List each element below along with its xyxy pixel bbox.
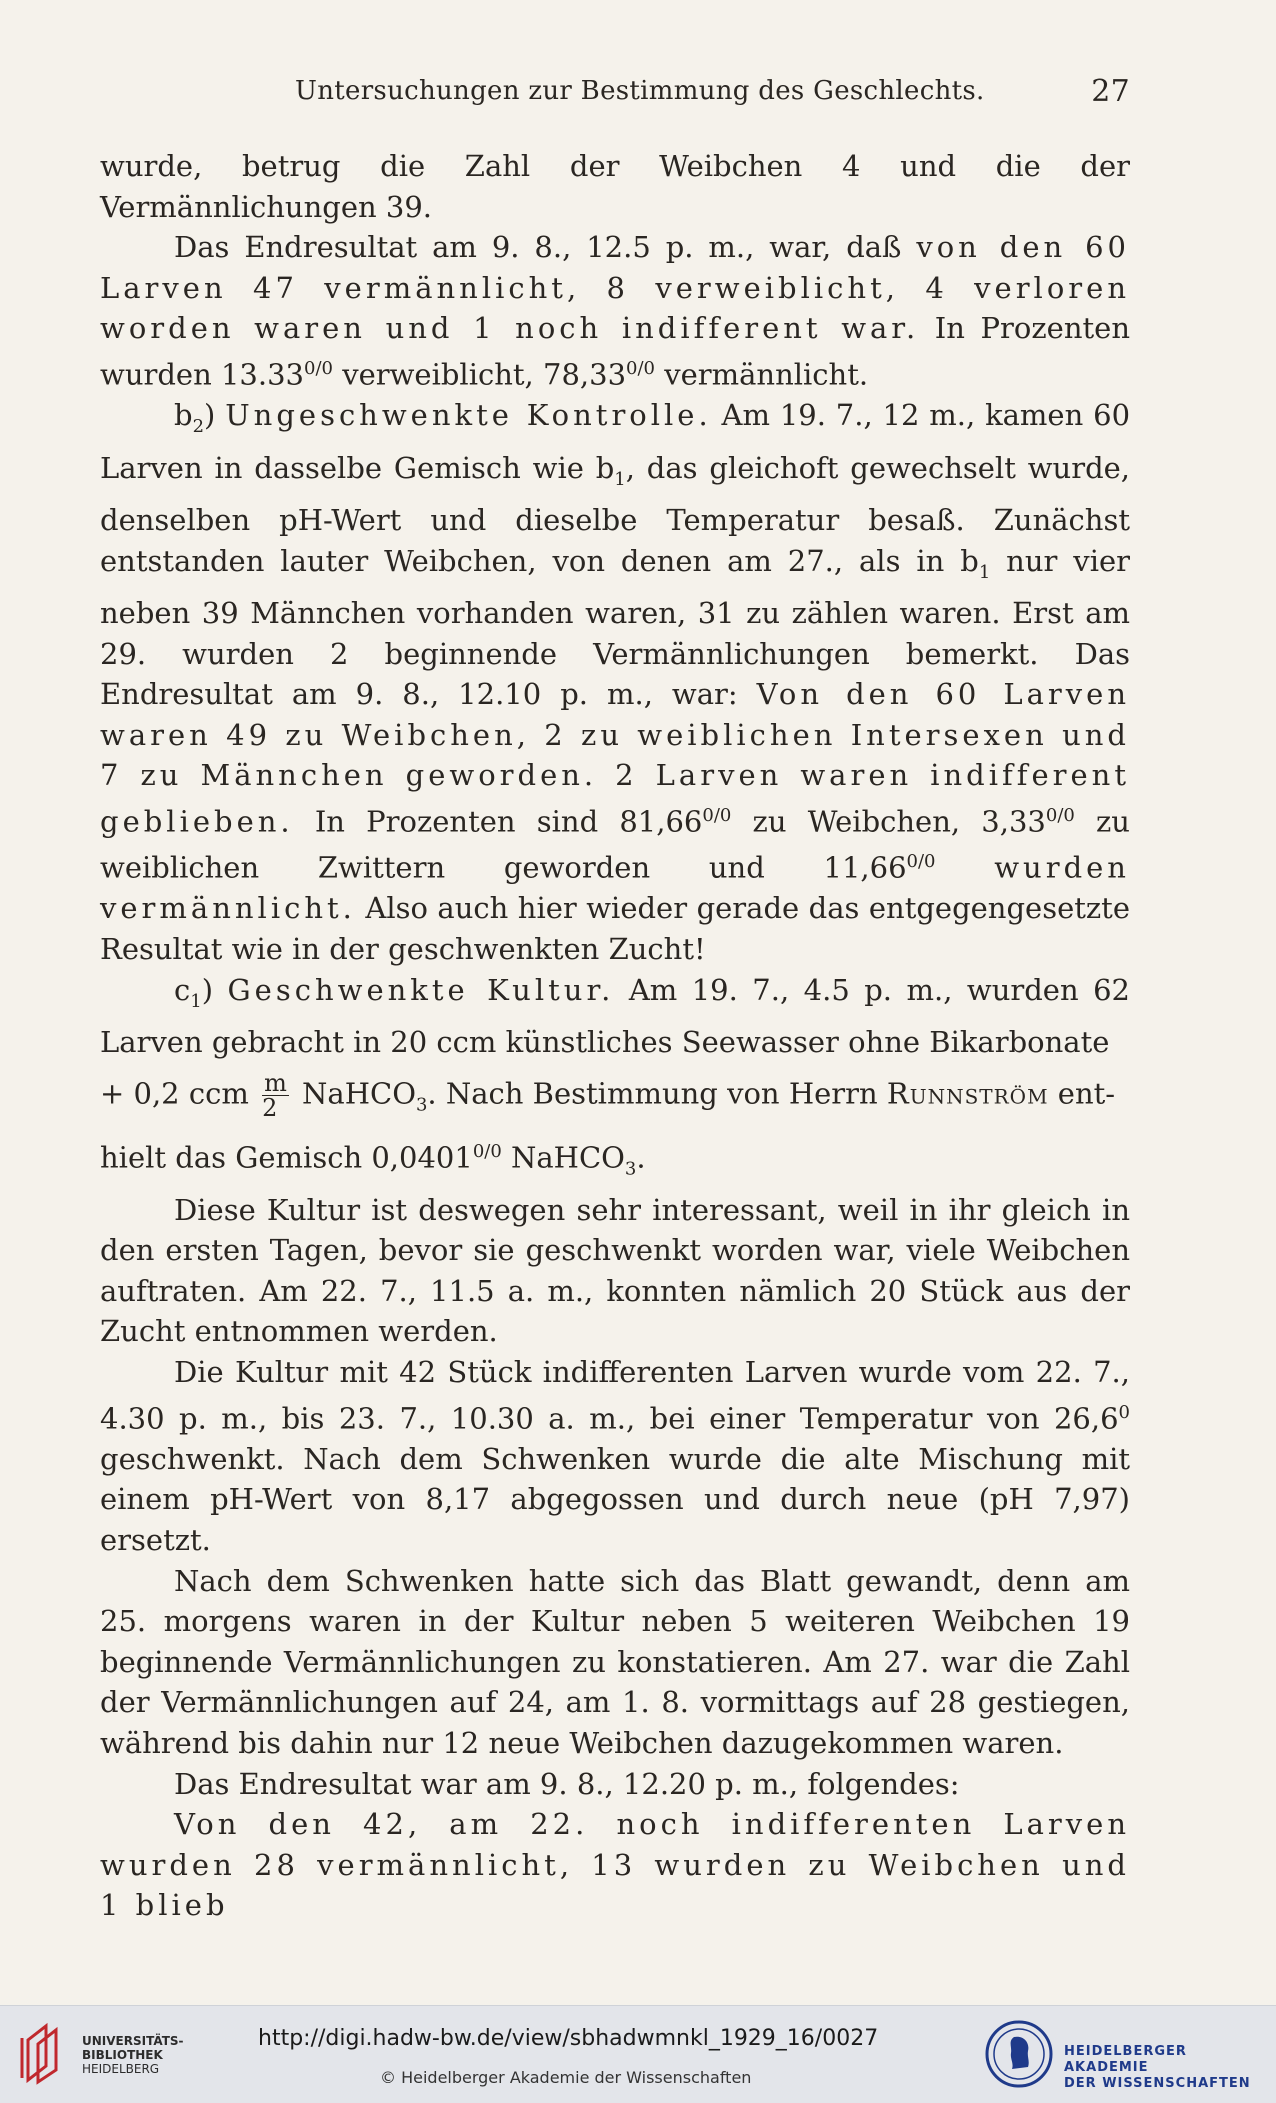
text-run: In Prozenten sind 81,66 bbox=[293, 804, 703, 839]
paragraph-8: Das Endresultat war am 9. 8., 12.20 p. m., folgendes: bbox=[174, 1766, 960, 1801]
text-run: Am 19. 7., 12 m., kamen 60 Larven in dasselbe Gemisch wie b bbox=[100, 398, 1131, 485]
text-run: . Nach Bestimmung von Herrn bbox=[427, 1076, 887, 1111]
text-run: ent- bbox=[1048, 1076, 1116, 1111]
body-text bbox=[100, 146, 1130, 1926]
subscript: 1 bbox=[978, 561, 991, 583]
section-label: c bbox=[174, 972, 191, 1007]
page-number: 27 bbox=[1091, 74, 1130, 109]
section-heading: Ungeschwenkte Kontrolle. bbox=[225, 398, 712, 433]
academy-line: DER WISSENSCHAFTEN bbox=[1064, 2076, 1251, 2091]
text-run: zu Weibchen, 3,33 bbox=[731, 804, 1046, 839]
paragraph-4-cont bbox=[100, 1132, 1130, 1190]
text-run: Das Endresultat am 9. 8., 12.5 p. m., war, daß bbox=[174, 230, 917, 265]
fraction-numerator: m bbox=[264, 1068, 287, 1097]
academy-seal-icon[interactable] bbox=[984, 2019, 1054, 2089]
university-library-logo[interactable] bbox=[18, 2020, 78, 2086]
spaced-text: von den 60 Larven 47 vermännlicht, 8 verweiblicht, 4 verloren worden waren und 1 noch indifferent war. bbox=[100, 230, 1131, 346]
text-run: Also auch hier wieder gerade das entgegengesetzte Resultat wie in der geschwenkten Zucht! bbox=[100, 891, 1130, 967]
paragraph-2 bbox=[100, 227, 1130, 395]
percent-sign: 0/0 bbox=[906, 851, 936, 873]
degree-sign: 0 bbox=[1118, 1401, 1130, 1423]
text-run: geschwenkt. Nach dem Schwenken wurde die alte Mischung mit einem pH-Wert von 8,17 abgegossen und durch neue (pH 7,97) ersetzt. bbox=[100, 1441, 1130, 1557]
percent-sign: 0/0 bbox=[702, 804, 732, 826]
university-library-name bbox=[82, 2034, 184, 2076]
paragraph-7: Nach dem Schwenken hatte sich das Blatt gewandt, denn am 25. morgens waren in der Kultur neben 5 weiteren Weibchen 19 beginnende Vermännlichungen zu konstatieren. Am 27. war die Zahl der Vermännlichungen auf 24, am 1. 8. vormittags auf 28 gestiegen, während bis dahin nur 12 neue Weibchen dazugekommen waren. bbox=[100, 1563, 1130, 1760]
paragraph-4 bbox=[100, 970, 1130, 1063]
percent-sign: 0/0 bbox=[1045, 804, 1075, 826]
section-label: ) bbox=[204, 398, 216, 433]
paragraph-9: Von den 42, am 22. noch indifferenten Larven wurden 28 vermännlicht, 13 wurden zu Weibchen und 1 blieb bbox=[100, 1807, 1130, 1923]
text-run: , das gleichoft gewechselt wurde, denselben pH-Wert und dieselbe Temperatur besaß. Zunächst entstanden lauter Weibchen, von denen am 27., als in b bbox=[100, 450, 1131, 578]
section-label: ) bbox=[201, 972, 214, 1007]
text-run: In Prozenten wurden 13.33 bbox=[100, 311, 1130, 392]
spaced-text: wurden vermännlicht. bbox=[100, 850, 1130, 926]
subscript: 1 bbox=[614, 468, 626, 490]
text-run: vermännlicht. bbox=[654, 357, 869, 392]
fraction bbox=[262, 1068, 289, 1122]
ub-line: BIBLIOTHEK bbox=[82, 2048, 163, 2062]
formula-line bbox=[100, 1068, 1130, 1126]
section-heading: Geschwenkte Kultur. bbox=[227, 972, 615, 1007]
paragraph-6 bbox=[100, 1352, 1130, 1561]
academy-line: HEIDELBERGER AKADEMIE bbox=[1064, 2044, 1187, 2075]
footer-bar bbox=[0, 2005, 1276, 2103]
percent-sign: 0/0 bbox=[626, 357, 655, 379]
text-run: Am 19. 7., 4.5 p. m., wurden 62 Larven gebracht in 20 ccm künstliches Seewasser ohne Bikarbonate bbox=[100, 972, 1131, 1060]
permalink-url[interactable]: http://digi.hadw-bw.de/view/sbhadwmnkl_1929_16/0027 bbox=[258, 2026, 879, 2051]
paragraph-1: wurde, betrug die Zahl der Weibchen 4 und die der Vermännlichungen 39. bbox=[100, 149, 1130, 224]
percent-sign: 0/0 bbox=[304, 357, 333, 379]
percent-sign: 0/0 bbox=[472, 1140, 502, 1162]
subscript: 1 bbox=[190, 990, 202, 1012]
ub-line: HEIDELBERG bbox=[82, 2062, 160, 2076]
text-run: NaHCO bbox=[501, 1140, 625, 1175]
text-run: zu weiblichen Zwittern geworden und 11,66 bbox=[100, 804, 1130, 885]
paragraph-3 bbox=[100, 395, 1130, 969]
academy-name bbox=[1064, 2044, 1276, 2092]
copyright-notice: © Heidelberger Akademie der Wissenschaften bbox=[380, 2068, 752, 2087]
person-name: Runnström bbox=[886, 1076, 1049, 1111]
page-header bbox=[100, 76, 1130, 116]
subscript: 2 bbox=[192, 416, 205, 438]
running-title: Untersuchungen zur Bestimmung des Geschlechts. bbox=[295, 76, 985, 106]
text-run: hielt das Gemisch 0,0401 bbox=[100, 1140, 473, 1175]
text-run: + 0,2 ccm bbox=[100, 1076, 259, 1111]
spaced-text: Von den 60 Larven waren 49 zu Weibchen, 2 zu weiblichen Intersexen und 7 zu Männchen geworden. 2 Larven waren indifferent geblieben. bbox=[100, 677, 1130, 839]
text-run: nur vier neben 39 Männchen vorhanden waren, 31 zu zählen waren. Erst am 29. wurden 2 beginnende Vermännlichungen bemerkt. Das Endresultat am 9. 8., 12.10 p. m., war: bbox=[100, 543, 1130, 712]
fraction-denominator: 2 bbox=[262, 1093, 278, 1122]
text-run: NaHCO bbox=[292, 1076, 416, 1111]
section-label: b bbox=[174, 398, 193, 433]
text-run: Die Kultur mit 42 Stück indifferenten Larven wurde vom 22. 7., 4.30 p. m., bis 23. 7., 10.30 a. m., bei einer Temperatur von 26,6 bbox=[100, 1354, 1130, 1436]
text-run: verweiblicht, 78,33 bbox=[332, 357, 627, 392]
subscript: 3 bbox=[415, 1093, 428, 1115]
text-run: . bbox=[636, 1140, 646, 1175]
subscript: 3 bbox=[624, 1157, 637, 1179]
paragraph-5: Diese Kultur ist deswegen sehr interessant, weil in ihr gleich in den ersten Tagen, bevor sie geschwenkt worden war, viele Weibchen auftraten. Am 22. 7., 11.5 a. m., konnten nämlich 20 Stück aus der Zucht entnommen werden. bbox=[100, 1192, 1130, 1349]
ub-line: UNIVERSITÄTS- bbox=[82, 2034, 184, 2048]
